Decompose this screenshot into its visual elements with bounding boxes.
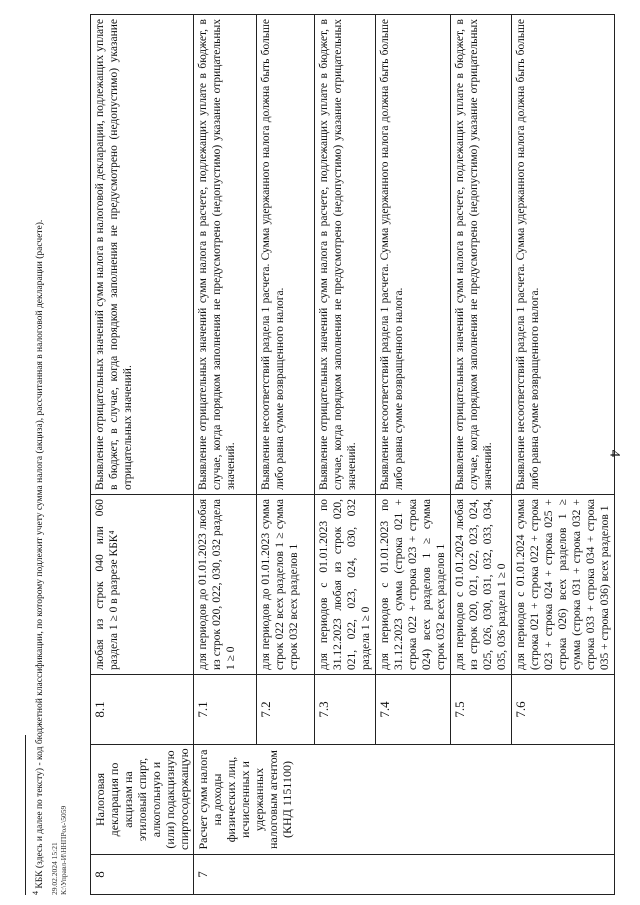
footnote-text: КБК (здесь и далее по тексту) - код бюджетной классификации, по которому подлежит учету сумма налога (акциза), рассчитанная в налоговой декларации (расчете).: [35, 219, 46, 889]
ratio-description: Выявление отрицательных значений сумм налога в налоговой декларации, подлежащих уплате в бюджет, в случае, когда порядком заполнения не предусмотрено (недопустимо) указание отрицательных значений.: [91, 15, 194, 495]
ratio-code: 7.6: [512, 675, 615, 745]
ratio-description: Выявление несоответствий раздела 1 расчета. Сумма удержанного налога должна быть больше либо равна сумме возвращенного налога.: [376, 15, 451, 495]
ratio-condition: для периодов с 01.01.2024 любая из строк 020, 021, 022, 023, 024, 025, 026, 030, 031, 032, 033, 034, 035, 036 раздела 1 ≥ 0: [451, 495, 512, 675]
ratio-description: Выявление несоответствий раздела 1 расчета. Сумма удержанного налога должна быть больше либо равна сумме возвращенного налога.: [512, 15, 615, 495]
ratio-code: 7.5: [451, 675, 512, 745]
ratio-description: Выявление отрицательных значений сумм налога в расчете, подлежащих уплате в бюджет, в случае, когда порядком заполнения не предусмотрено (недопустимо) указание отрицательных значений.: [194, 15, 257, 495]
ratio-code: 7.2: [257, 675, 315, 745]
ratio-description: Выявление отрицательных значений сумм налога в расчете, подлежащих уплате в бюджет, в случае, когда порядком заполнения не предусмотрено (недопустимо) указание отрицательных значений.: [451, 15, 512, 495]
row-number: 7: [194, 855, 615, 895]
rotated-page-content: [10, 15, 610, 895]
ratio-condition: для периодов с 01.01.2023 по 31.12.2023 сумма (строка 021 + строка 022 + строка 023 + строка 024) всех разделов 1 ≥ сумма строк 032 всех разделов 1: [376, 495, 451, 675]
ratio-condition: для периодов с 01.01.2024 сумма (строка 021 + строка 022 + строка 023 + строка 024 + строка 025 + строка 026) всех разделов 1 ≥ сумма (строка 031 + строка 032 + строка 033 + строка 034 + строка 035 + строка 036) всех разделов 1: [512, 495, 615, 675]
ratio-code: 7.4: [376, 675, 451, 745]
ratio-condition: для периодов до 01.01.2023 сумма строк 022 всех разделов 1 ≥ сумма строк 032 всех разделов 1: [257, 495, 315, 675]
row-number: 8: [91, 855, 194, 895]
stamp-date: 29.02.2024 15:21: [50, 842, 59, 895]
ratio-code: 8.1: [91, 675, 194, 745]
ratio-code: 7.1: [194, 675, 257, 745]
stamp-path: К:\Управл-И\ННПРол-\5059: [59, 805, 68, 895]
table-row: [194, 15, 257, 895]
document-name: Налоговая декларация по акцизам на этиловый спирт, алкогольную и (или) подакцизную спиртосодержащую: [91, 745, 194, 855]
table-row: [91, 15, 194, 895]
ratio-condition: для периодов с 01.01.2023 по 31.12.2023 любая из строк 020, 021, 022, 023, 024, 030, 032 раздела 1 ≥ 0: [315, 495, 376, 675]
file-stamp: [50, 806, 68, 895]
page-number: 4: [606, 449, 623, 458]
footnote: [30, 95, 46, 895]
ratio-description: Выявление несоответствий раздела 1 расчета. Сумма удержанного налога должна быть больше либо равна сумме возвращенного налога.: [257, 15, 315, 495]
footnote-divider: [25, 735, 26, 895]
document-name: Расчет сумм налога на доходы физических лиц, исчисленных и удержанных налоговым агентом (КНД 1151100): [194, 745, 615, 855]
ratio-description: Выявление отрицательных значений сумм налога в расчете, подлежащих уплате в бюджет, в случае, когда порядком заполнения не предусмотрено (недопустимо) указание отрицательных значений.: [315, 15, 376, 495]
ratio-condition: любая из строк 040 или 060 раздела 1 ≥ 0 в разрезе КБК⁴: [91, 495, 194, 675]
footnote-marker: 4: [31, 891, 40, 895]
ratio-condition: для периодов до 01.01.2023 любая из строк 020, 022, 030, 032 раздела 1 ≥ 0: [194, 495, 257, 675]
ratio-code: 7.3: [315, 675, 376, 745]
control-ratios-table: [90, 14, 615, 895]
